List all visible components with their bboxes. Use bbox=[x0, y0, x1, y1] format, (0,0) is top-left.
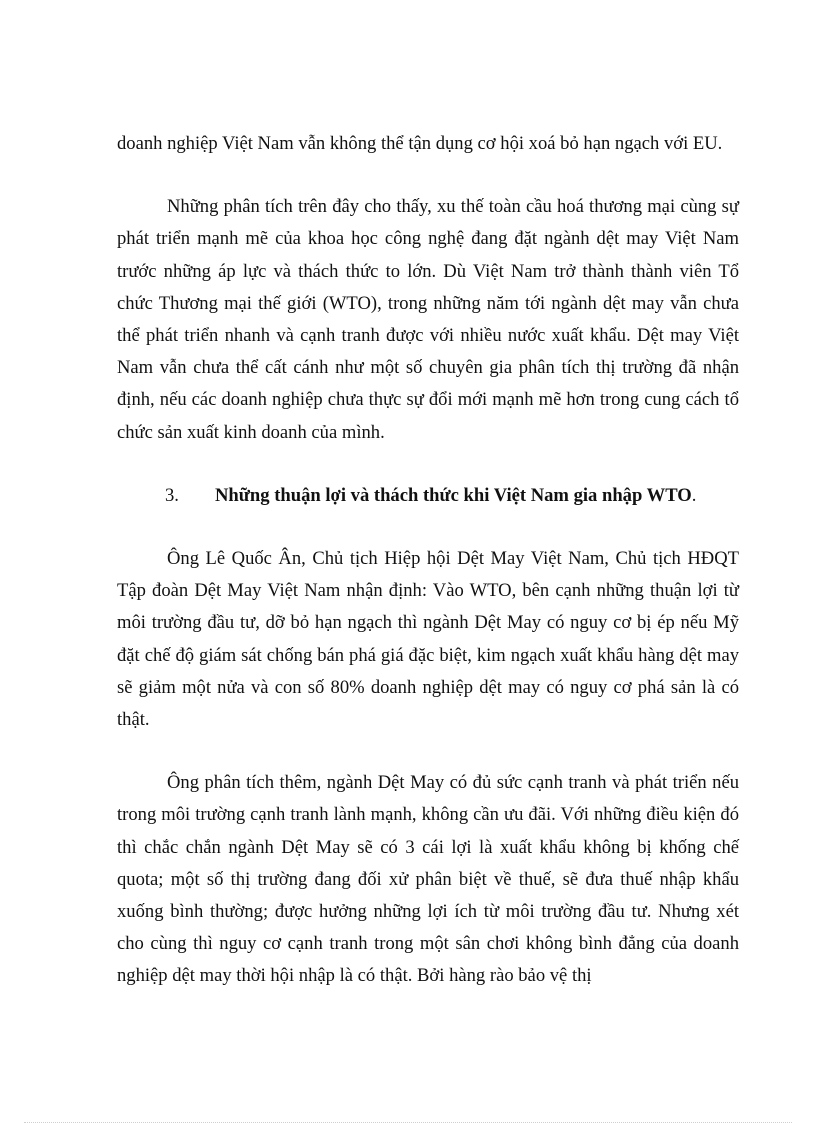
paragraph-spacer bbox=[117, 160, 739, 191]
section-heading bbox=[117, 480, 739, 512]
document-body bbox=[117, 128, 739, 993]
paragraph-spacer bbox=[117, 449, 739, 480]
paragraph-continuation: doanh nghiệp Việt Nam vẫn không thể tận dụng cơ hội xoá bỏ hạn ngạch với EU. bbox=[117, 133, 723, 154]
paragraph-statement: Ông Lê Quốc Ân, Chủ tịch Hiệp hội Dệt May Việt Nam, Chủ tịch HĐQT Tập đoàn Dệt May Việt Nam nhận định: Vào WTO, bên cạnh những thuận lợi từ môi trường đầu tư, dỡ bỏ hạn ngạch thì ngành Dệt May có nguy cơ bị ép nếu Mỹ đặt chế độ giám sát chống bán phá giá đặc biệt, kim ngạch xuất khẩu hàng dệt may sẽ giảm một nửa và con số 80% doanh nghiệp dệt may có nguy cơ phá sản là có thật. bbox=[117, 548, 739, 731]
paragraph-spacer bbox=[117, 512, 739, 543]
paragraph-analysis: Những phân tích trên đây cho thấy, xu thế toàn cầu hoá thương mại cùng sự phát triển mạnh mẽ của khoa học công nghệ đang đặt ngành dệt may Việt Nam trước những áp lực và thách thức to lớn. Dù Việt Nam trở thành thành viên Tổ chức Thương mại thế giới (WTO), trong những năm tới ngành dệt may vẫn chưa thể phát triển nhanh và cạnh tranh được với nhiều nước xuất khẩu. Dệt may Việt Nam vẫn chưa thể cất cánh như một số chuyên gia phân tích thị trường đã nhận định, nếu các doanh nghiệp chưa thực sự đổi mới mạnh mẽ hơn trong cung cách tổ chức sản xuất kinh doanh của mình. bbox=[117, 196, 739, 443]
paragraph-further-analysis: Ông phân tích thêm, ngành Dệt May có đủ sức cạnh tranh và phát triển nếu trong môi trường cạnh tranh lành mạnh, không cần ưu đãi. Với những điều kiện đó thì chắc chắn ngành Dệt May sẽ có 3 cái lợi là xuất khẩu không bị khống chế quota; một số thị trường đang đối xử phân biệt về thuế, sẽ đưa thuế nhập khẩu xuống bình thường; được hưởng những lợi ích từ môi trường đầu tư. Nhưng xét cho cùng thì nguy cơ cạnh tranh trong một sân chơi không bình đẳng của doanh nghiệp dệt may thời hội nhập là có thật. Bởi hàng rào bảo vệ thị bbox=[117, 772, 739, 987]
paragraph-spacer bbox=[117, 736, 739, 767]
section-number: 3. bbox=[165, 484, 179, 506]
section-title-period: . bbox=[691, 484, 697, 506]
section-title bbox=[215, 480, 696, 512]
section-title-text: Những thuận lợi và thách thức khi Việt Nam gia nhập WTO bbox=[215, 484, 692, 506]
